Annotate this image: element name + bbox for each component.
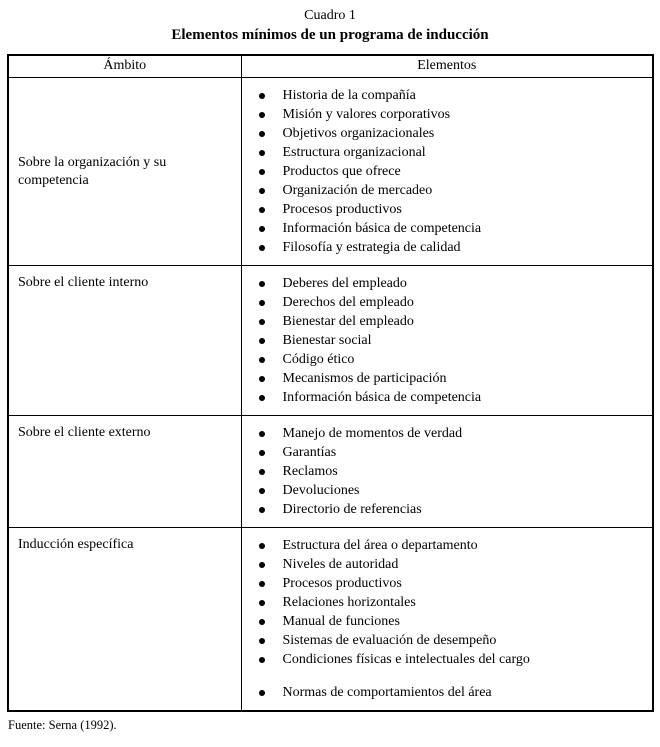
elemento-item [259, 612, 647, 631]
table-header [8, 55, 653, 78]
elemento-item [259, 162, 647, 181]
elemento-item [259, 631, 647, 650]
elemento-item [259, 105, 647, 124]
bullet-icon [259, 376, 265, 382]
elemento-item [259, 650, 647, 669]
elemento-item [259, 462, 647, 481]
ambito-cell: Sobre el cliente interno [8, 266, 241, 416]
elemento-text: Objetivos organizacionales [282, 126, 435, 141]
elemento-text: Directorio de referencias [282, 502, 422, 517]
elemento-item [259, 536, 647, 555]
elemento-item [259, 143, 647, 162]
bullet-icon [259, 300, 265, 306]
elemento-item [259, 593, 647, 612]
table-row [8, 528, 653, 712]
bullet-icon [259, 281, 265, 287]
ambito-cell: Sobre la organización y su competencia [8, 78, 241, 266]
bullet-icon [259, 169, 265, 175]
elemento-item [259, 555, 647, 574]
elemento-item [259, 683, 647, 702]
elemento-text: Condiciones físicas e intelectuales del cargo [282, 652, 530, 667]
elemento-text: Bienestar social [282, 333, 372, 348]
elemento-text: Garantías [282, 445, 337, 460]
bullet-icon [259, 226, 265, 232]
bullet-icon [259, 450, 265, 456]
elementos-list [242, 86, 653, 257]
bullet-icon [259, 600, 265, 606]
column-header-ambito: Ámbito [8, 55, 241, 78]
ambito-cell: Inducción específica [8, 528, 241, 712]
elemento-item [259, 219, 647, 238]
bullet-icon [259, 543, 265, 549]
elemento-text: Código ético [282, 352, 355, 367]
table-body [8, 78, 653, 712]
elemento-item [259, 369, 647, 388]
bullet-icon [259, 431, 265, 437]
elemento-text: Manejo de momentos de verdad [282, 426, 463, 441]
bullet-icon [259, 112, 265, 118]
table-title: Elementos mínimos de un programa de inducción [171, 27, 489, 43]
elemento-text: Estructura del área o departamento [282, 538, 478, 553]
elementos-cell [241, 78, 653, 266]
elemento-text: Bienestar del empleado [282, 314, 414, 329]
elemento-item [259, 481, 647, 500]
bullet-icon [259, 488, 265, 494]
elemento-text: Devoluciones [282, 483, 360, 498]
induction-table [7, 54, 654, 712]
bullet-icon [259, 207, 265, 213]
elemento-text: Misión y valores corporativos [282, 107, 451, 122]
elemento-item [259, 312, 647, 331]
elemento-text: Productos que ofrece [282, 164, 401, 179]
elemento-item [259, 238, 647, 257]
elementos-cell [241, 528, 653, 712]
elemento-text: Normas de comportamientos del área [282, 685, 492, 700]
bullet-icon [259, 150, 265, 156]
ambito-cell: Sobre el cliente externo [8, 416, 241, 528]
elemento-text: Deberes del empleado [282, 276, 407, 291]
table-row [8, 78, 653, 266]
elemento-item [259, 574, 647, 593]
elemento-item [259, 200, 647, 219]
table-row [8, 266, 653, 416]
bullet-icon [259, 562, 265, 568]
elemento-item [259, 293, 647, 312]
header-row [8, 55, 653, 78]
elemento-text: Información básica de competencia [282, 390, 482, 405]
elemento-item [259, 388, 647, 407]
elemento-item [259, 350, 647, 369]
elemento-text: Manual de funciones [282, 614, 400, 629]
source-note: Fuente: Serna (1992). [8, 718, 117, 732]
elemento-text: Organización de mercadeo [282, 183, 433, 198]
elemento-text: Información básica de competencia [282, 221, 482, 236]
elemento-text: Filosofía y estrategia de calidad [282, 240, 461, 255]
bullet-icon [259, 188, 265, 194]
bullet-icon [259, 395, 265, 401]
bullet-icon [259, 131, 265, 137]
elemento-item [259, 124, 647, 143]
bullet-icon [259, 507, 265, 513]
bullet-icon [259, 245, 265, 251]
elementos-cell [241, 266, 653, 416]
elemento-text: Derechos del empleado [282, 295, 414, 310]
bullet-icon [259, 638, 265, 644]
elemento-text: Procesos productivos [282, 202, 402, 217]
column-header-elementos: Elementos [241, 55, 653, 78]
elemento-item [259, 500, 647, 519]
bullet-icon [259, 319, 265, 325]
elemento-text: Mecanismos de participación [282, 371, 447, 386]
bullet-icon [259, 93, 265, 99]
bullet-icon [259, 690, 265, 696]
elemento-item [259, 181, 647, 200]
elemento-text: Sistemas de evaluación de desempeño [282, 633, 497, 648]
elemento-text: Relaciones horizontales [282, 595, 416, 610]
elementos-list [242, 424, 653, 519]
elemento-text: Reclamos [282, 464, 338, 479]
elemento-item [259, 331, 647, 350]
bullet-icon [259, 619, 265, 625]
elemento-text: Niveles de autoridad [282, 557, 399, 572]
elemento-item [259, 274, 647, 293]
elemento-item [259, 86, 647, 105]
elementos-list [242, 274, 653, 407]
bullet-icon [259, 338, 265, 344]
elemento-text: Historia de la compañía [282, 88, 416, 103]
elemento-item [259, 424, 647, 443]
elementos-cell [241, 416, 653, 528]
bullet-icon [259, 357, 265, 363]
bullet-icon [259, 657, 265, 663]
elemento-text: Procesos productivos [282, 576, 402, 591]
bullet-icon [259, 581, 265, 587]
bullet-icon [259, 469, 265, 475]
elemento-text: Estructura organizacional [282, 145, 426, 160]
table-caption: Cuadro 1 [304, 8, 356, 23]
elemento-item [259, 443, 647, 462]
elementos-list [242, 536, 653, 702]
table-row [8, 416, 653, 528]
